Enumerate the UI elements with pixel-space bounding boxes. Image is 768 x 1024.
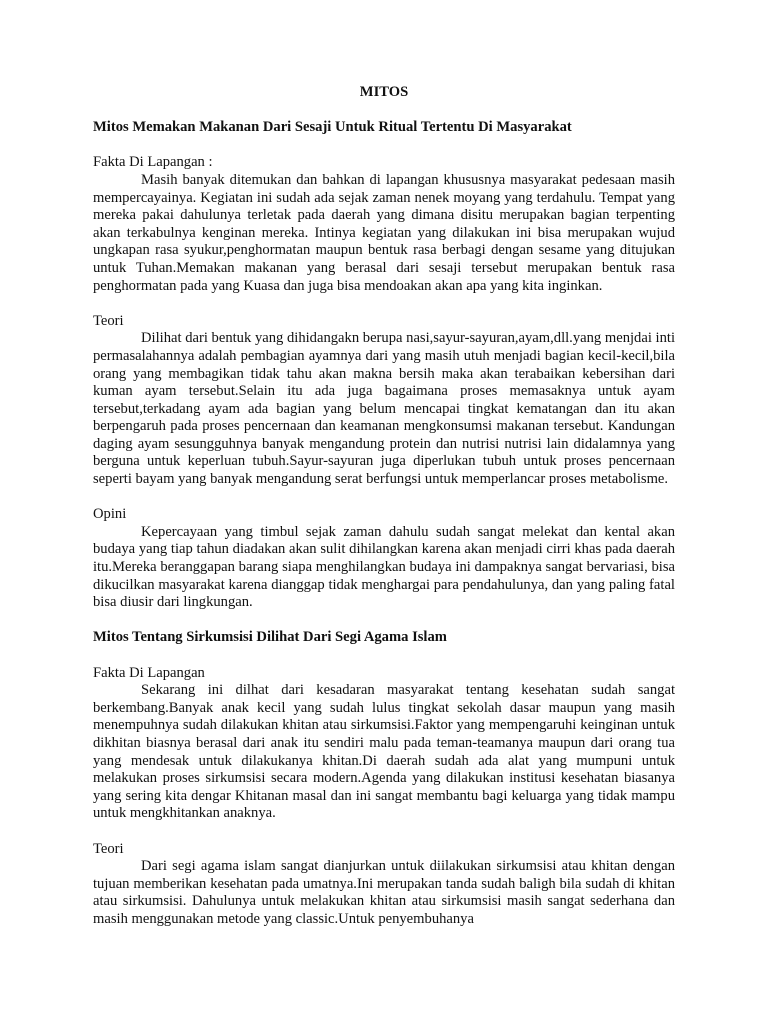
block-label: Teori (93, 312, 124, 329)
section-heading: Mitos Memakan Makanan Dari Sesaji Untuk Ritual Tertentu Di Masyarakat (93, 119, 572, 136)
block-paragraph: Kepercayaan yang timbul sejak zaman dahulu sudah sangat melekat dan kental akan budaya yang tiap tahun diadakan akan sulit dihilangkan karena akan menjadi cirri khas pada daerah itu.Mereka beranggapan barang siapa menghilangkan budaya ini dampaknya sangat bervariasi, bisa dikucilkan masyarakat karena dianggap tidak menghargai para pendahulunya, dan yang paling fatal bisa diusir dari lingkungan. (93, 523, 675, 611)
block-label: Teori (93, 840, 124, 857)
block-paragraph: Dari segi agama islam sangat dianjurkan untuk diilakukan sirkumsisi atau khitan dengan tujuan memberikan kesehatan pada umatnya.Ini merupakan tanda sudah baligh bila sudah di khitan atau sirkumsisi. Dahulunya untuk melakukan khitan atau sirkumsisi masih sangat sederhana dan masih menggunakan metode yang classic.Untuk penyembuhanya (93, 858, 675, 927)
block-label: Opini (93, 506, 127, 523)
block-label: Fakta Di Lapangan : (93, 154, 213, 171)
document-page (93, 84, 675, 929)
document-title: MITOS (359, 84, 409, 100)
section-heading: Mitos Tentang Sirkumsisi Dilihat Dari Segi Agama Islam (93, 629, 447, 646)
block-paragraph: Sekarang ini dilhat dari kesadaran masyarakat tentang kesehatan sudah sangat berkembang.Banyak anak kecil yang sudah lulus tingkat sekolah dasar maupun yang masih menempuhnya sudah dilakukan khitan atau sirkumsisi.Faktor yang mempengaruhi keinginan untuk dikhitan biasnya berasal dari anak itu sendiri malu pada teman-teamanya maupun dari orang tua yang mendesak untuk dilakukanya khitan.Di daerah sudah ada alat yang mumpuni untuk melakukan proses sirkumsisi secara modern.Agenda yang dilakukan institusi kesehatan biasanya yang sering kita dengar Khitanan masal dan ini sangat membantu bagi keluarga yang tidak mampu untuk mengkhitankan anaknya. (93, 682, 675, 822)
block-paragraph: Masih banyak ditemukan dan bahkan di lapangan khususnya masyarakat pedesaan masih mempercayainya. Kegiatan ini sudah ada sejak zaman nenek moyang yang terdahulu. Tempat yang mereka pakai dahulunya terletak pada daerah yang dimana disitu merupakan bagian terpenting akan terkabulnya kenginan mereka. Intinya kegiatan yang dilakukan ini bisa merupakan wujud ungkapan rasa syukur,penghormatan maupun bentuk rasa berbagi dengan sesame yang ditujukan untuk Tuhan.Memakan makanan yang berasal dari sesaji tersebut merupakan bentuk rasa penghormatan pada yang Kuasa dan juga bisa mendoakan akan apa yang kita inginkan. (93, 171, 675, 294)
block-label: Fakta Di Lapangan (93, 664, 205, 681)
block-paragraph: Dilihat dari bentuk yang dihidangakn berupa nasi,sayur-sayuran,ayam,dll.yang menjdai inti permasalahannya adalah pembagian ayamnya dari yang masih utuh menjadi bagian kecil-kecil,bila orang yang membagikan tidak tahu akan makna bersih maka akan terabaikan kebersihan dari kuman ayam tersebut.Selain itu ada juga bagaimana proses memasaknya untuk ayam tersebut,terkadang ayam ada bagian yang belum mencapai tingkat kematangan dan itu akan berpengaruh pada proses pencernaan dan keamanan mengkonsumsi makanan tersebut. Kandungan daging ayam sesungguhnya banyak mengandung protein dan nutrisi nutrisi lain didalamnya yang berguna untuk keperluan tubuh.Sayur-sayuran juga diperlukan tubuh untuk proses pencernaan seperti bayam yang banyak mengandung serat berfungsi untuk memperlancar proses metabolisme. (93, 330, 675, 488)
